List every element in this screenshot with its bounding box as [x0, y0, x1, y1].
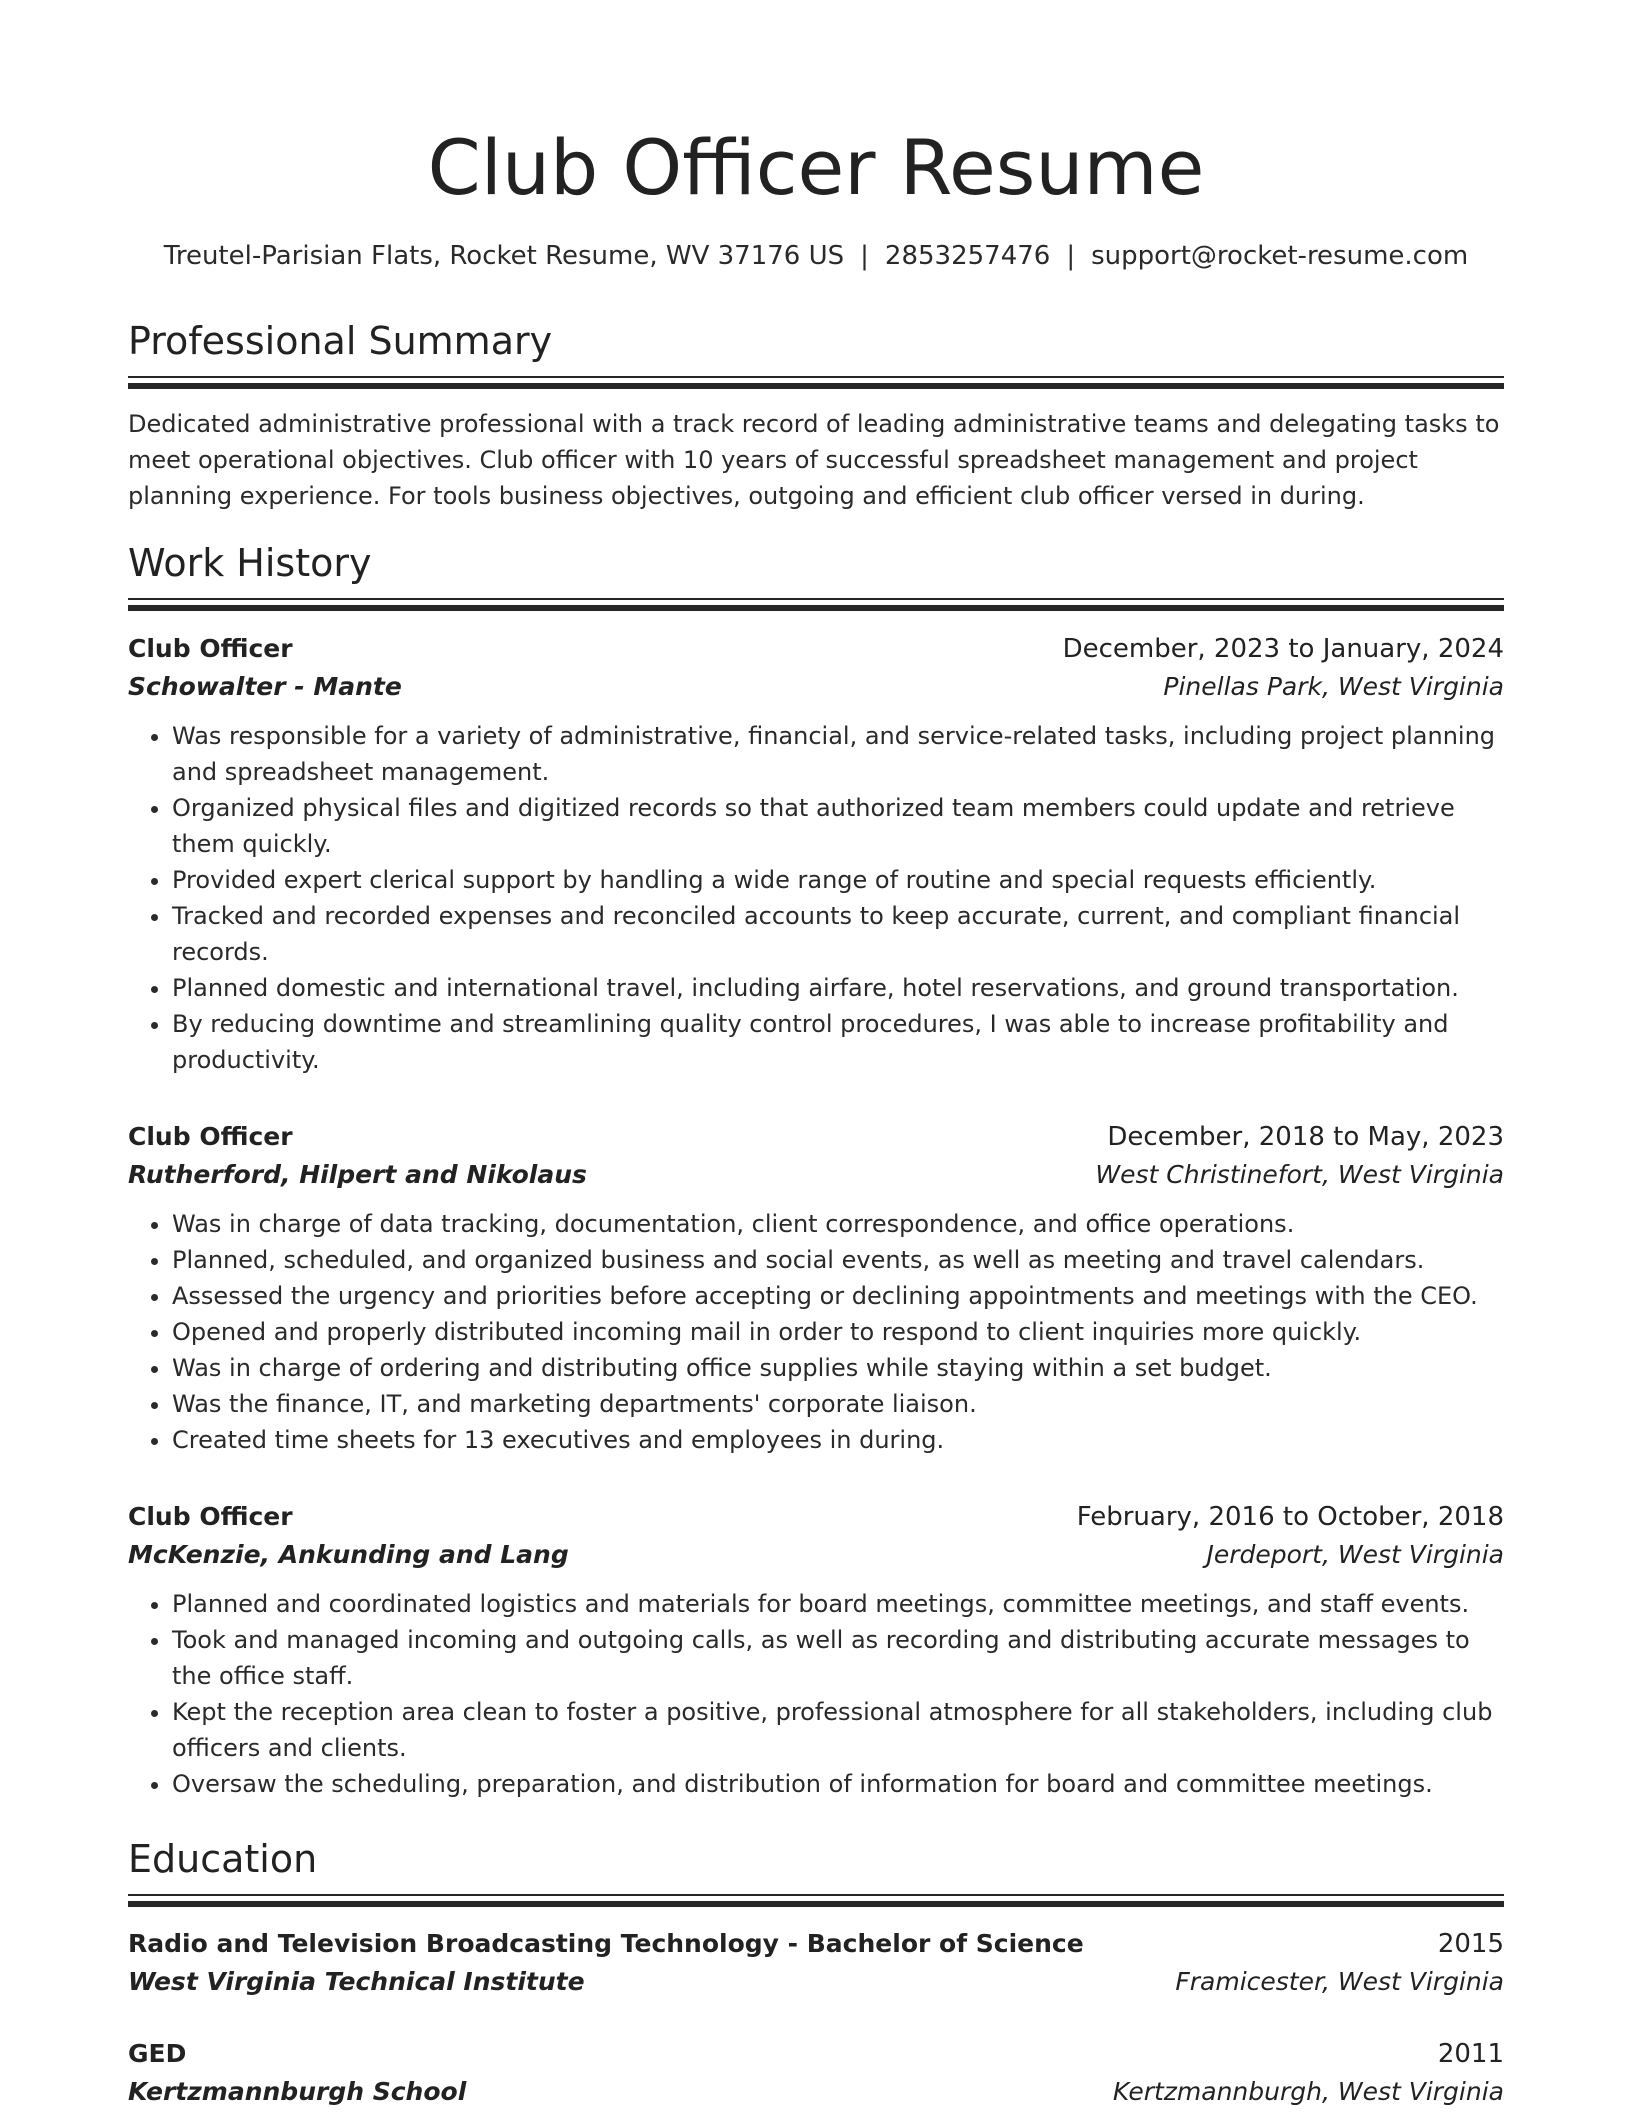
job-bullet: • Created time sheets for 13 executives and employees in during. — [172, 1422, 1504, 1458]
job-bullet-list — [128, 718, 1504, 1078]
education-header-row — [128, 1925, 1504, 1963]
education-school: West Virginia Technical Institute — [128, 1967, 585, 1996]
education-entry — [128, 1925, 1504, 2001]
job-bullet: • Opened and properly distributed incoming mail in order to respond to client inquiries more quickly. — [172, 1314, 1504, 1350]
page-title: Club Officer Resume — [427, 123, 1205, 212]
job-bullet: • Was responsible for a variety of administrative, financial, and service-related tasks, including project planning and spreadsheet management. — [172, 718, 1504, 790]
job-bullet: • Took and managed incoming and outgoing calls, as well as recording and distributing accurate messages to the office staff. — [172, 1622, 1504, 1694]
section-divider-thick — [128, 605, 1504, 611]
job-bullet-list — [128, 1206, 1504, 1458]
contact-email: support@rocket-resume.com — [1091, 241, 1469, 271]
section-divider-thin — [128, 598, 1504, 600]
job-location: Jerdeport, West Virginia — [1206, 1540, 1504, 1569]
work-section-header — [128, 538, 1504, 588]
education-entry — [128, 2035, 1504, 2111]
section-divider-thick — [128, 383, 1504, 389]
job-company: Schowalter - Mante — [128, 672, 402, 701]
education-location: Framicester, West Virginia — [1175, 1967, 1504, 1996]
job-company: McKenzie, Ankunding and Lang — [128, 1540, 569, 1569]
section-divider-thick — [128, 1901, 1504, 1907]
job-entry — [128, 630, 1504, 1078]
education-school-row — [128, 2073, 1504, 2111]
job-bullet: • By reducing downtime and streamlining quality control procedures, I was able to increase profitability and productivity. — [172, 1006, 1504, 1078]
work-heading: Work History — [128, 541, 372, 585]
job-dates: February, 2016 to October, 2018 — [1076, 1502, 1504, 1532]
job-dates: December, 2018 to May, 2023 — [1107, 1122, 1504, 1152]
job-bullet: • Planned, scheduled, and organized business and social events, as well as meeting and travel calendars. — [172, 1242, 1504, 1278]
contact-phone: 2853257476 — [884, 241, 1051, 271]
job-header-row — [128, 630, 1504, 668]
section-divider-thin — [128, 1894, 1504, 1896]
job-bullet: • Oversaw the scheduling, preparation, and distribution of information for board and committee meetings. — [172, 1766, 1504, 1802]
job-bullet: • Planned domestic and international travel, including airfare, hotel reservations, and ground transportation. — [172, 970, 1504, 1006]
job-bullet: • Provided expert clerical support by handling a wide range of routine and special requests efficiently. — [172, 862, 1504, 898]
job-bullet: • Organized physical files and digitized records so that authorized team members could update and retrieve them quickly. — [172, 790, 1504, 862]
education-year: 2015 — [1437, 1929, 1504, 1959]
job-title: Club Officer — [128, 1502, 293, 1531]
contact-address: Treutel-Parisian Flats, Rocket Resume, WV 37176 US — [163, 241, 845, 271]
job-bullet-list — [128, 1586, 1504, 1802]
education-degree: GED — [128, 2039, 187, 2068]
contact-separator: | — [860, 241, 869, 271]
education-location: Kertzmannburgh, West Virginia — [1112, 2077, 1504, 2106]
education-school: Kertzmannburgh School — [128, 2077, 467, 2106]
job-location: West Christinefort, West Virginia — [1095, 1160, 1504, 1189]
job-company: Rutherford, Hilpert and Nikolaus — [128, 1160, 587, 1189]
education-school-row — [128, 1963, 1504, 2001]
job-bullet: • Assessed the urgency and priorities before accepting or declining appointments and meetings with the CEO. — [172, 1278, 1504, 1314]
job-header-row — [128, 1118, 1504, 1156]
education-degree: Radio and Television Broadcasting Technology - Bachelor of Science — [128, 1929, 1084, 1958]
job-company-row — [128, 1156, 1504, 1194]
summary-text: Dedicated administrative professional with a track record of leading administrative teams and delegating tasks to meet operational objectives. Club officer with 10 years of successful spreadsheet management and project planning experience. For tools business objectives, outgoing and efficient club officer versed in during. — [128, 410, 1500, 510]
job-company-row — [128, 668, 1504, 706]
job-entry — [128, 1498, 1504, 1802]
education-section-header — [128, 1834, 1504, 1884]
summary-section-header — [128, 316, 1504, 366]
education-header-row — [128, 2035, 1504, 2073]
job-dates: December, 2023 to January, 2024 — [1062, 634, 1504, 664]
job-title: Club Officer — [128, 634, 293, 663]
job-bullet: • Tracked and recorded expenses and reconciled accounts to keep accurate, current, and compliant financial records. — [172, 898, 1504, 970]
job-title: Club Officer — [128, 1122, 293, 1151]
job-entry — [128, 1118, 1504, 1458]
job-location: Pinellas Park, West Virginia — [1163, 672, 1504, 701]
section-divider-thin — [128, 376, 1504, 378]
job-company-row — [128, 1536, 1504, 1574]
job-bullet: • Kept the reception area clean to foster a positive, professional atmosphere for all stakeholders, including club officers and clients. — [172, 1694, 1504, 1766]
job-bullet: • Planned and coordinated logistics and materials for board meetings, committee meetings, and staff events. — [172, 1586, 1504, 1622]
contact-line — [128, 238, 1504, 274]
job-bullet: • Was in charge of data tracking, documentation, client correspondence, and office operations. — [172, 1206, 1504, 1242]
education-heading: Education — [128, 1837, 318, 1881]
contact-separator: | — [1066, 241, 1076, 271]
job-bullet: • Was in charge of ordering and distributing office supplies while staying within a set budget. — [172, 1350, 1504, 1386]
education-year: 2011 — [1437, 2039, 1504, 2069]
summary-heading: Professional Summary — [128, 319, 553, 363]
job-header-row — [128, 1498, 1504, 1536]
job-bullet: • Was the finance, IT, and marketing departments' corporate liaison. — [172, 1386, 1504, 1422]
